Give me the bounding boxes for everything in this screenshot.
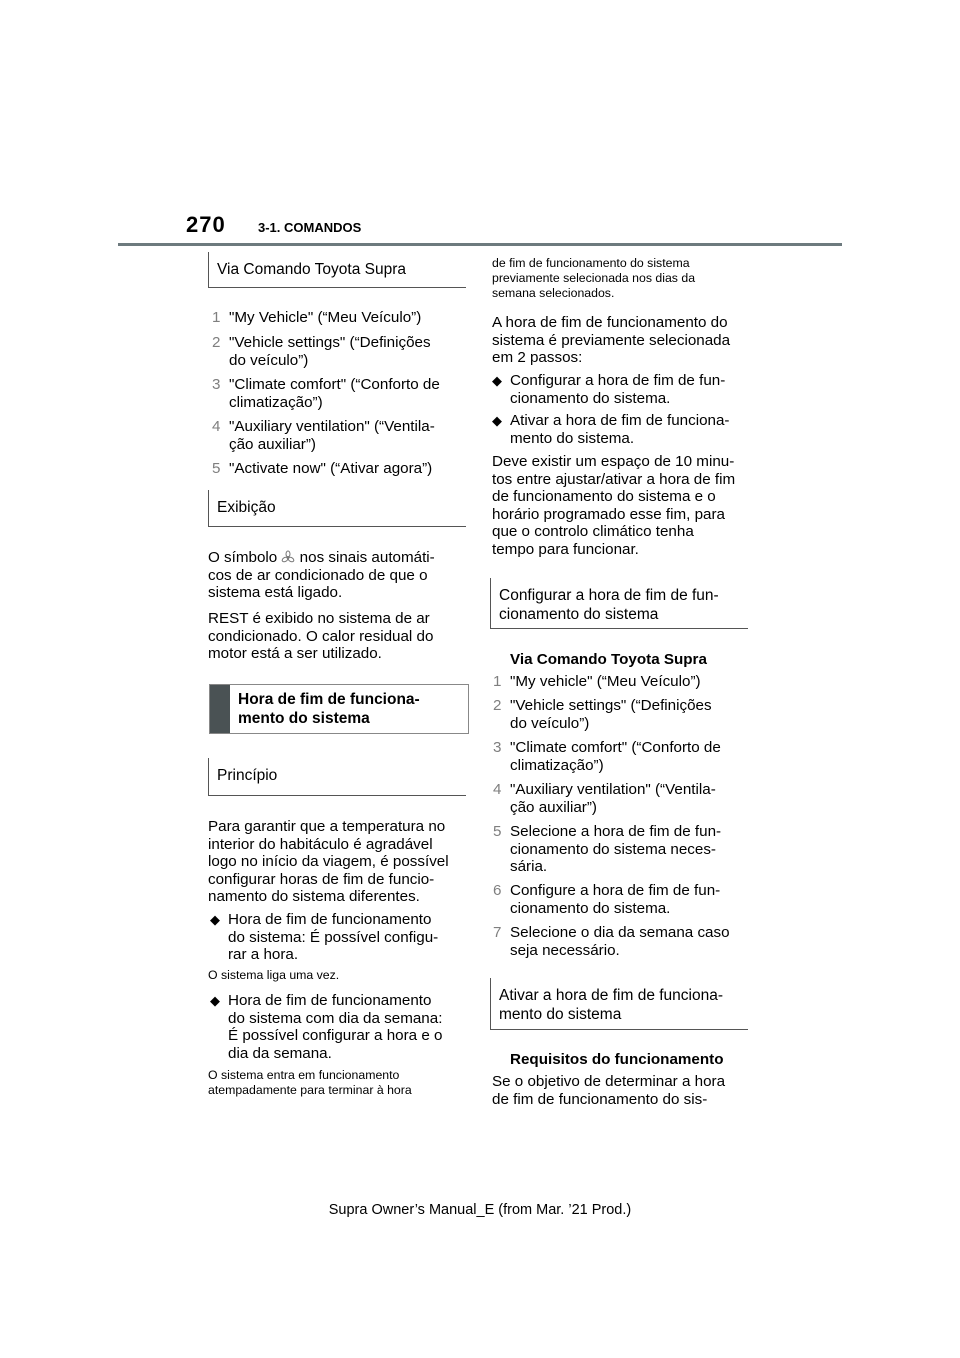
para-line-4: configurar horas de fim de funcio- [208,870,435,888]
right-bullet-1 [492,372,725,407]
bullet-text [510,412,730,447]
step-number: 1 [493,673,502,690]
step-text [229,418,435,453]
para-line-3: logo no início da viagem, é possível [208,853,449,870]
left-step-2 [212,334,431,369]
p1-line-2: sistema é previamente selecionada [492,331,731,349]
rest-paragraph [208,610,470,663]
config-heading-line1: Configurar a hora de fim de fun- [499,587,719,604]
step-text [510,882,720,917]
section-heading-line1: Hora de fim de funciona- [238,691,420,708]
section-heading-text [238,690,463,728]
symbol-paragraph [208,549,470,602]
step-text-line2: do veículo”) [510,714,590,732]
step-number: 2 [493,697,502,714]
left-step-5 [212,460,432,478]
p2-line-5: que o controlo climático tenha [492,523,694,540]
step-text-line2: ção auxiliar”) [229,435,316,453]
rest-line-1: REST é exibido no sistema de ar [208,610,430,627]
right-step-6 [493,882,720,917]
footer-text: Supra Owner’s Manual_E (from Mar. ’21 Prod.) [328,1202,632,1218]
via-heading [208,252,466,288]
activate-heading [490,978,748,1030]
step-text-line1: Configure a hora de fim de fun- [510,882,721,899]
step-text [229,334,431,369]
gap-paragraph [492,453,754,558]
p3-line-2: de fim de funcionamento do sis- [492,1090,708,1108]
symbol-text-b: nos sinais automáti- [295,549,435,566]
p2-line-6: tempo para funcionar. [492,540,639,558]
step-text: "Activate now" (“Ativar agora”) [229,460,433,477]
step-text [510,739,721,774]
step-number: 6 [493,882,502,899]
section-heading-bar [210,685,230,733]
p2-line-2: tos entre ajustar/ativar a hora de fim [492,470,736,488]
step-text [229,376,440,411]
principle-heading-label: Princípio [217,767,278,784]
bullet-item-1 [210,911,438,964]
step-text-line2: cionamento do sistema. [510,899,671,917]
step-number: 4 [212,418,221,435]
bullet-item-2 [210,992,442,1062]
right-step-3 [493,739,721,774]
step-text-line2: ção auxiliar”) [510,798,597,816]
step-text-line1: "Climate comfort" (“Conforto de [510,739,721,756]
step-text [510,781,716,816]
two-steps-paragraph [492,314,754,367]
note-continued [492,256,695,301]
para-line-5: namento do sistema diferentes. [208,888,420,905]
bullet-icon: ◆ [492,413,502,428]
bullet-line-2: do sistema: É possível configu- [228,928,439,946]
step-text-line1: "Auxiliary ventilation" (“Ventila- [229,418,435,435]
note-once: O sistema liga uma vez. [208,968,340,982]
right-step-5 [493,823,721,876]
bullet-icon: ◆ [210,912,220,927]
header-rule [118,243,842,246]
step-text-line2: climatização”) [229,393,323,411]
note-line-1: O sistema entra em funcionamento [208,1068,400,1082]
step-text-line2: seja necessário. [510,941,620,959]
page-number: 270 [186,212,226,237]
principle-heading [208,758,466,796]
note-line-2: previamente selecionada nos dias da [492,271,696,285]
right-step-7 [493,924,730,959]
symbol-text-a: O símbolo [208,549,278,566]
step-text [510,697,712,732]
activate-heading-line2: mento do sistema [499,1006,622,1023]
step-text [510,823,721,876]
bullet-icon: ◆ [210,993,220,1008]
p2-line-3: de funcionamento do sistema e o [492,488,716,505]
activate-heading-line1: Ativar a hora de fim de funciona- [499,987,724,1004]
left-step-1 [212,309,421,327]
note-weekday [208,1068,412,1098]
step-number: 7 [493,924,502,941]
bullet-text [510,372,725,407]
bullet-line-3: É possível configurar a hora e o [228,1027,443,1044]
step-text-line2: climatização”) [510,756,604,774]
section-heading [209,684,469,734]
step-text-line3: sária. [510,858,548,875]
config-heading-line2: cionamento do sistema [499,606,659,623]
step-text-line1: "Vehicle settings" (“Definições [229,334,431,351]
symbol-text-d: sistema está ligado. [208,584,343,601]
section-heading-line2: mento do sistema [238,710,370,727]
bullet-text [228,992,442,1062]
chapter-title: 3-1. COMANDOS [258,220,362,235]
right-step-1 [493,673,701,691]
right-step-2 [493,697,712,732]
p3-line-1: Se o objetivo de determinar a hora [492,1073,726,1090]
rest-line-2: condicionado. O calor residual do [208,627,434,645]
bullet-line-2: do sistema com dia da semana: [228,1009,443,1027]
via-heading-label: Via Comando Toyota Supra [217,261,406,278]
step-text-line1: Selecione a hora de fim de fun- [510,823,722,840]
p1-line-3: em 2 passos: [492,349,583,366]
left-step-4 [212,418,435,453]
p2-line-1: Deve existir um espaço de 10 minu- [492,453,735,470]
left-step-3 [212,376,440,411]
step-number: 3 [212,376,221,393]
bullet-icon: ◆ [492,373,502,388]
note-line-3: semana selecionados. [492,286,615,300]
bullet-line-2: mento do sistema. [510,429,635,447]
requirements-paragraph [492,1073,754,1108]
fan-icon [281,550,295,564]
bullet-text [228,911,438,964]
bullet-line-3: rar a hora. [228,946,299,963]
config-heading [490,578,748,629]
bullet-line-1: Ativar a hora de fim de funciona- [510,412,730,429]
bullet-line-1: Hora de fim de funcionamento [228,992,432,1009]
step-text-line1: "Climate comfort" (“Conforto de [229,376,440,393]
symbol-text-c: cos de ar condicionado de que o [208,566,428,584]
principle-paragraph [208,818,470,906]
right-step-4 [493,781,716,816]
para-line-1: Para garantir que a temperatura no [208,818,446,835]
display-heading-label: Exibição [217,499,276,516]
note-line-2: atempadamente para terminar à hora [208,1083,412,1097]
p2-line-4: horário programado esse fim, para [492,505,725,523]
bullet-line-2: cionamento do sistema. [510,389,671,407]
step-number: 3 [493,739,502,756]
step-text-line2: cionamento do sistema neces- [510,840,716,858]
bullet-line-1: Hora de fim de funcionamento [228,911,432,928]
display-heading [208,490,466,527]
p1-line-1: A hora de fim de funcionamento do [492,314,728,331]
step-text-line2: do veículo”) [229,351,309,369]
step-number: 5 [493,823,502,840]
step-text-line1: "Auxiliary ventilation" (“Ventila- [510,781,716,798]
step-text-line1: Selecione o dia da semana caso [510,924,730,941]
step-text: "My vehicle" (“Meu Veículo”) [510,673,701,690]
bullet-line-1: Configurar a hora de fim de fun- [510,372,726,389]
para-line-2: interior do habitáculo é agradável [208,835,433,853]
rest-line-3: motor está a ser utilizado. [208,645,382,662]
bullet-line-4: dia da semana. [228,1044,332,1062]
note-line-1: de fim de funcionamento do sistema [492,256,690,270]
requirements-heading: Requisitos do funcionamento [510,1051,724,1068]
step-number: 2 [212,334,221,351]
step-number: 1 [212,309,221,326]
step-number: 4 [493,781,502,798]
step-number: 5 [212,460,221,477]
step-text [510,924,730,959]
step-text-line1: "Vehicle settings" (“Definições [510,697,712,714]
right-bullet-2 [492,412,730,447]
step-text: "My Vehicle" (“Meu Veículo”) [229,309,422,326]
via-bold-heading: Via Comando Toyota Supra [510,651,707,668]
